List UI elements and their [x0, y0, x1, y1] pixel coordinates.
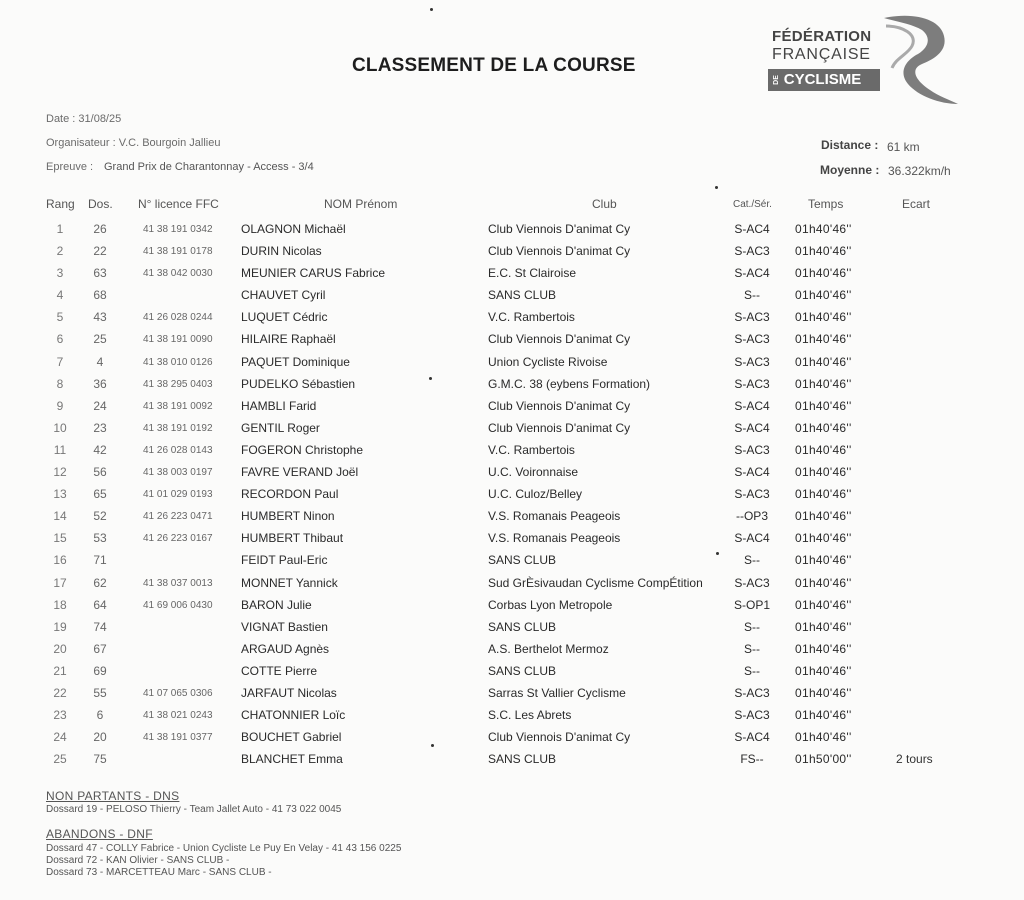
cell-licence: 41 26 028 0143 — [143, 444, 213, 456]
cell-dossard: 26 — [93, 222, 107, 236]
cell-nom: GENTIL Roger — [241, 420, 320, 435]
cell-club: E.C. St Clairoise — [488, 266, 577, 281]
dnf-line: Dossard 72 - KAN Olivier - SANS CLUB - — [46, 855, 230, 866]
cell-dossard: 55 — [93, 685, 107, 700]
cell-categorie: S-AC4 — [734, 730, 770, 745]
cell-rang: 24 — [53, 730, 67, 745]
cell-licence: 41 26 223 0167 — [143, 533, 213, 545]
cell-licence: 41 38 191 0192 — [143, 422, 213, 434]
cell-rang: 4 — [56, 288, 64, 303]
cell-dossard: 64 — [93, 597, 107, 612]
cell-licence: 41 38 191 0090 — [143, 334, 213, 346]
cell-temps: 01h40'46'' — [795, 641, 852, 656]
cell-categorie: S-AC3 — [734, 332, 770, 347]
cell-rang: 8 — [56, 376, 64, 391]
header-temps: Temps — [808, 197, 844, 211]
cell-club: Club Viennois D'animat Cy — [488, 332, 631, 347]
table-row — [0, 219, 1024, 241]
cell-rang: 21 — [53, 663, 67, 678]
table-row — [0, 528, 1024, 550]
cell-club: Sarras St Vallier Cyclisme — [488, 685, 626, 700]
race-organizer: Organisateur : V.C. Bourgoin Jallieu — [46, 137, 221, 149]
dnf-line: Dossard 47 - COLLY Fabrice - Union Cycliste Le Puy En Velay - 41 43 156 0225 — [46, 843, 402, 854]
cell-club: Club Viennois D'animat Cy — [488, 398, 631, 413]
cell-categorie: S-AC3 — [734, 487, 770, 502]
cell-categorie: FS-- — [740, 752, 764, 767]
cell-categorie: S-AC3 — [734, 708, 770, 723]
cell-nom: CHAUVET Cyril — [241, 288, 326, 303]
cell-nom: HAMBLI Farid — [241, 398, 317, 413]
cell-club: SANS CLUB — [488, 619, 557, 634]
cell-dossard: 69 — [93, 663, 107, 678]
cell-nom: CHATONNIER Loïc — [241, 708, 346, 723]
cell-categorie: S-OP1 — [733, 597, 770, 612]
cell-temps: 01h50'00'' — [795, 752, 852, 767]
table-row — [0, 683, 1024, 705]
cell-nom: COTTE Pierre — [241, 663, 318, 678]
cell-licence: 41 38 191 0342 — [143, 224, 213, 235]
cell-rang: 16 — [53, 553, 67, 568]
cell-rang: 22 — [53, 685, 67, 700]
cell-club: V.S. Romanais Peageois — [488, 531, 621, 546]
cell-nom: HUMBERT Thibaut — [241, 531, 344, 546]
cell-dossard: 74 — [93, 619, 107, 634]
cell-temps: 01h40'46'' — [795, 288, 852, 303]
cell-licence: 41 07 065 0306 — [143, 687, 213, 699]
cell-temps: 01h40'46'' — [795, 597, 852, 612]
cell-nom: FAVRE VERAND Joël — [241, 465, 359, 480]
cell-nom: BOUCHET Gabriel — [241, 730, 342, 745]
cell-temps: 01h40'46'' — [795, 222, 852, 236]
cell-club: U.C. Culoz/Belley — [488, 487, 583, 502]
cell-temps: 01h40'46'' — [795, 332, 852, 347]
cell-temps: 01h40'46'' — [795, 509, 852, 524]
table-row — [0, 285, 1024, 307]
cell-rang: 10 — [53, 420, 67, 435]
cell-licence: 41 38 010 0126 — [143, 356, 213, 368]
cell-licence: 41 38 021 0243 — [143, 710, 213, 722]
cell-rang: 13 — [53, 487, 67, 502]
table-row — [0, 329, 1024, 351]
cell-dossard: 43 — [93, 310, 107, 325]
cell-temps: 01h40'46'' — [795, 487, 852, 502]
cell-rang: 9 — [56, 398, 64, 413]
table-row — [0, 418, 1024, 440]
cell-nom: OLAGNON Michaël — [241, 222, 346, 236]
table-row — [0, 550, 1024, 572]
cell-rang: 14 — [53, 509, 67, 524]
cell-temps: 01h40'46'' — [795, 619, 852, 634]
cell-dossard: 36 — [93, 376, 107, 391]
cell-licence: 41 38 295 0403 — [143, 378, 213, 390]
cell-nom: FOGERON Christophe — [241, 442, 364, 457]
dnf-line: Dossard 73 - MARCETTEAU Marc - SANS CLUB - — [46, 867, 272, 878]
scan-speck — [715, 186, 718, 189]
cell-rang: 7 — [56, 354, 64, 369]
cell-nom: ARGAUD Agnès — [241, 641, 330, 656]
average-speed-label: Moyenne : — [820, 163, 880, 177]
header-rang: Rang — [46, 197, 75, 211]
distance-label: Distance : — [821, 138, 879, 152]
cell-dossard: 62 — [93, 575, 107, 590]
cell-club: Club Viennois D'animat Cy — [488, 420, 631, 435]
cell-categorie: S-AC4 — [734, 531, 770, 546]
cell-club: V.S. Romanais Peageois — [488, 509, 621, 524]
dns-line: Dossard 19 - PELOSO Thierry - Team Jallet Auto - 41 73 022 0045 — [46, 804, 342, 815]
logo-line-1: FÉDÉRATION — [772, 28, 872, 45]
cell-temps: 01h40'46'' — [795, 266, 852, 281]
cell-licence: 41 38 037 0013 — [143, 577, 213, 589]
cell-licence: 41 38 003 0197 — [143, 467, 213, 479]
cell-licence: 41 38 042 0030 — [143, 268, 213, 280]
table-row — [0, 727, 1024, 749]
cell-club: SANS CLUB — [488, 663, 557, 678]
cell-categorie: S-- — [744, 553, 760, 568]
cell-club: Corbas Lyon Metropole — [488, 597, 613, 612]
table-row — [0, 506, 1024, 528]
cell-ecart: 2 tours — [896, 752, 933, 767]
cell-temps: 01h40'46'' — [795, 553, 852, 568]
table-row — [0, 241, 1024, 263]
logo-line-3: CYCLISME — [783, 71, 862, 88]
race-date: Date : 31/08/25 — [46, 113, 122, 125]
cell-dossard: 20 — [93, 730, 107, 745]
table-row — [0, 440, 1024, 462]
cell-dossard: 53 — [93, 531, 107, 546]
race-event-label: Epreuve : — [46, 161, 94, 173]
table-row — [0, 595, 1024, 617]
table-row — [0, 661, 1024, 683]
cell-rang: 19 — [53, 619, 67, 634]
cell-dossard: 24 — [93, 398, 107, 413]
cell-temps: 01h40'46'' — [795, 310, 852, 325]
cell-licence: 41 01 029 0193 — [143, 489, 213, 501]
cell-licence: 41 38 191 0178 — [143, 246, 213, 258]
table-row — [0, 749, 1024, 771]
cell-rang: 12 — [53, 465, 67, 480]
table-row — [0, 617, 1024, 639]
cell-categorie: S-AC3 — [734, 310, 770, 325]
cell-rang: 20 — [53, 641, 67, 656]
cell-nom: VIGNAT Bastien — [241, 619, 328, 634]
cell-temps: 01h40'46'' — [795, 531, 852, 546]
cell-dossard: 6 — [96, 708, 104, 723]
cell-dossard: 67 — [93, 641, 107, 656]
cell-nom: MEUNIER CARUS Fabrice — [241, 266, 386, 281]
cell-rang: 5 — [56, 310, 64, 325]
cell-club: S.C. Les Abrets — [488, 708, 572, 723]
cell-rang: 17 — [53, 575, 67, 590]
cell-temps: 01h40'46'' — [795, 708, 852, 723]
cell-dossard: 25 — [93, 332, 107, 347]
cell-categorie: S-- — [744, 641, 760, 656]
cell-club: Sud GrÈsivaudan Cyclisme CompÉtition — [488, 575, 703, 590]
table-row — [0, 573, 1024, 595]
cell-club: Club Viennois D'animat Cy — [488, 730, 631, 745]
page-title: CLASSEMENT DE LA COURSE — [352, 55, 636, 76]
cell-dossard: 42 — [93, 442, 107, 457]
cell-nom: HILAIRE Raphaël — [241, 332, 336, 347]
cell-nom: PUDELKO Sébastien — [241, 376, 356, 391]
cell-club: U.C. Voironnaise — [488, 465, 579, 480]
cell-dossard: 56 — [93, 465, 107, 480]
header-dossard: Dos. — [88, 197, 113, 211]
table-row — [0, 352, 1024, 374]
cell-dossard: 75 — [93, 752, 107, 767]
cell-categorie: S-- — [744, 288, 760, 303]
cell-dossard: 23 — [93, 420, 107, 435]
table-row — [0, 484, 1024, 506]
cell-dossard: 52 — [93, 509, 107, 524]
cell-temps: 01h40'46'' — [795, 376, 852, 391]
cell-club: Club Viennois D'animat Cy — [488, 222, 631, 236]
cell-dossard: 68 — [93, 288, 107, 303]
cell-categorie: S-AC3 — [734, 442, 770, 457]
cell-temps: 01h40'46'' — [795, 465, 852, 480]
table-row — [0, 307, 1024, 329]
cell-dossard: 22 — [93, 244, 107, 259]
cell-categorie: --OP3 — [735, 509, 768, 524]
scan-speck — [431, 744, 434, 747]
table-row — [0, 396, 1024, 418]
cell-temps: 01h40'46'' — [795, 420, 852, 435]
cell-temps: 01h40'46'' — [795, 663, 852, 678]
cell-nom: MONNET Yannick — [241, 575, 338, 590]
cell-dossard: 71 — [93, 553, 107, 568]
table-row — [0, 374, 1024, 396]
race-event: Grand Prix de Charantonnay - Access - 3/4 — [104, 161, 314, 173]
average-speed-value: 36.322km/h — [888, 164, 951, 178]
cell-nom: PAQUET Dominique — [241, 354, 350, 369]
cell-rang: 25 — [53, 752, 67, 767]
cell-club: SANS CLUB — [488, 288, 557, 303]
header-nom: NOM Prénom — [324, 197, 398, 211]
cell-club: SANS CLUB — [488, 752, 557, 767]
logo-prefix: DE — [772, 75, 780, 85]
cell-licence: 41 26 028 0244 — [143, 312, 213, 324]
cell-nom: LUQUET Cédric — [241, 310, 328, 325]
cell-rang: 18 — [53, 597, 67, 612]
cell-club: Union Cycliste Rivoise — [488, 354, 608, 369]
cell-nom: HUMBERT Ninon — [241, 509, 335, 524]
cell-categorie: S-- — [744, 663, 760, 678]
cell-temps: 01h40'46'' — [795, 244, 852, 259]
dnf-title: ABANDONS - DNF — [46, 827, 153, 841]
results-table-body — [0, 219, 1024, 771]
cell-dossard: 4 — [96, 354, 104, 369]
cell-rang: 6 — [56, 332, 64, 347]
cell-categorie: S-AC4 — [734, 266, 770, 281]
cell-licence: 41 26 223 0471 — [143, 511, 213, 523]
scan-speck — [429, 377, 432, 380]
cell-categorie: S-AC4 — [734, 420, 770, 435]
cell-club: V.C. Rambertois — [488, 442, 575, 457]
cell-temps: 01h40'46'' — [795, 398, 852, 413]
cell-nom: BLANCHET Emma — [241, 752, 343, 767]
cell-licence: 41 38 191 0092 — [143, 400, 213, 412]
table-row — [0, 462, 1024, 484]
cell-temps: 01h40'46'' — [795, 685, 852, 700]
cell-club: SANS CLUB — [488, 553, 557, 568]
cell-rang: 15 — [53, 531, 67, 546]
cell-nom: BARON Julie — [241, 597, 312, 612]
distance-value: 61 km — [887, 140, 920, 154]
cell-rang: 2 — [56, 244, 64, 259]
cell-temps: 01h40'46'' — [795, 442, 852, 457]
dns-title: NON PARTANTS - DNS — [46, 789, 180, 803]
cell-rang: 3 — [56, 266, 64, 281]
cell-categorie: S-AC3 — [734, 685, 770, 700]
cell-dossard: 63 — [93, 266, 107, 281]
cell-categorie: S-AC4 — [734, 222, 770, 236]
logo-line-2: FRANÇAISE — [772, 46, 871, 63]
cell-licence: 41 38 191 0377 — [143, 732, 213, 744]
cell-club: A.S. Berthelot Mermoz — [488, 641, 609, 656]
cell-nom: RECORDON Paul — [241, 487, 339, 502]
header-club: Club — [592, 197, 617, 211]
cell-categorie: S-AC4 — [734, 398, 770, 413]
header-licence: N° licence FFC — [138, 197, 219, 211]
scan-speck — [430, 8, 433, 11]
cell-club: G.M.C. 38 (eybens Formation) — [488, 376, 651, 391]
cell-temps: 01h40'46'' — [795, 730, 852, 745]
header-categorie: Cat./Sér. — [733, 199, 772, 210]
cell-nom: DURIN Nicolas — [241, 244, 322, 259]
cell-licence: 41 69 006 0430 — [143, 599, 213, 611]
cell-categorie: S-AC4 — [734, 465, 770, 480]
cell-nom: JARFAUT Nicolas — [241, 685, 337, 700]
cell-temps: 01h40'46'' — [795, 575, 852, 590]
cell-temps: 01h40'46'' — [795, 354, 852, 369]
cell-categorie: S-- — [744, 619, 760, 634]
cell-nom: FEIDT Paul-Eric — [241, 553, 328, 568]
table-row — [0, 705, 1024, 727]
table-row — [0, 263, 1024, 285]
cell-categorie: S-AC3 — [734, 575, 770, 590]
scan-speck — [716, 552, 719, 555]
cell-categorie: S-AC3 — [734, 354, 770, 369]
logo-banner — [768, 69, 880, 91]
table-row — [0, 639, 1024, 661]
cell-club: V.C. Rambertois — [488, 310, 575, 325]
cell-rang: 1 — [56, 222, 64, 236]
ffc-logo — [762, 12, 962, 110]
header-ecart: Ecart — [902, 197, 931, 211]
cell-categorie: S-AC3 — [734, 376, 770, 391]
cell-categorie: S-AC3 — [734, 244, 770, 259]
cell-rang: 11 — [53, 442, 67, 457]
cell-dossard: 65 — [93, 487, 107, 502]
cell-club: Club Viennois D'animat Cy — [488, 244, 631, 259]
cell-rang: 23 — [53, 708, 67, 723]
